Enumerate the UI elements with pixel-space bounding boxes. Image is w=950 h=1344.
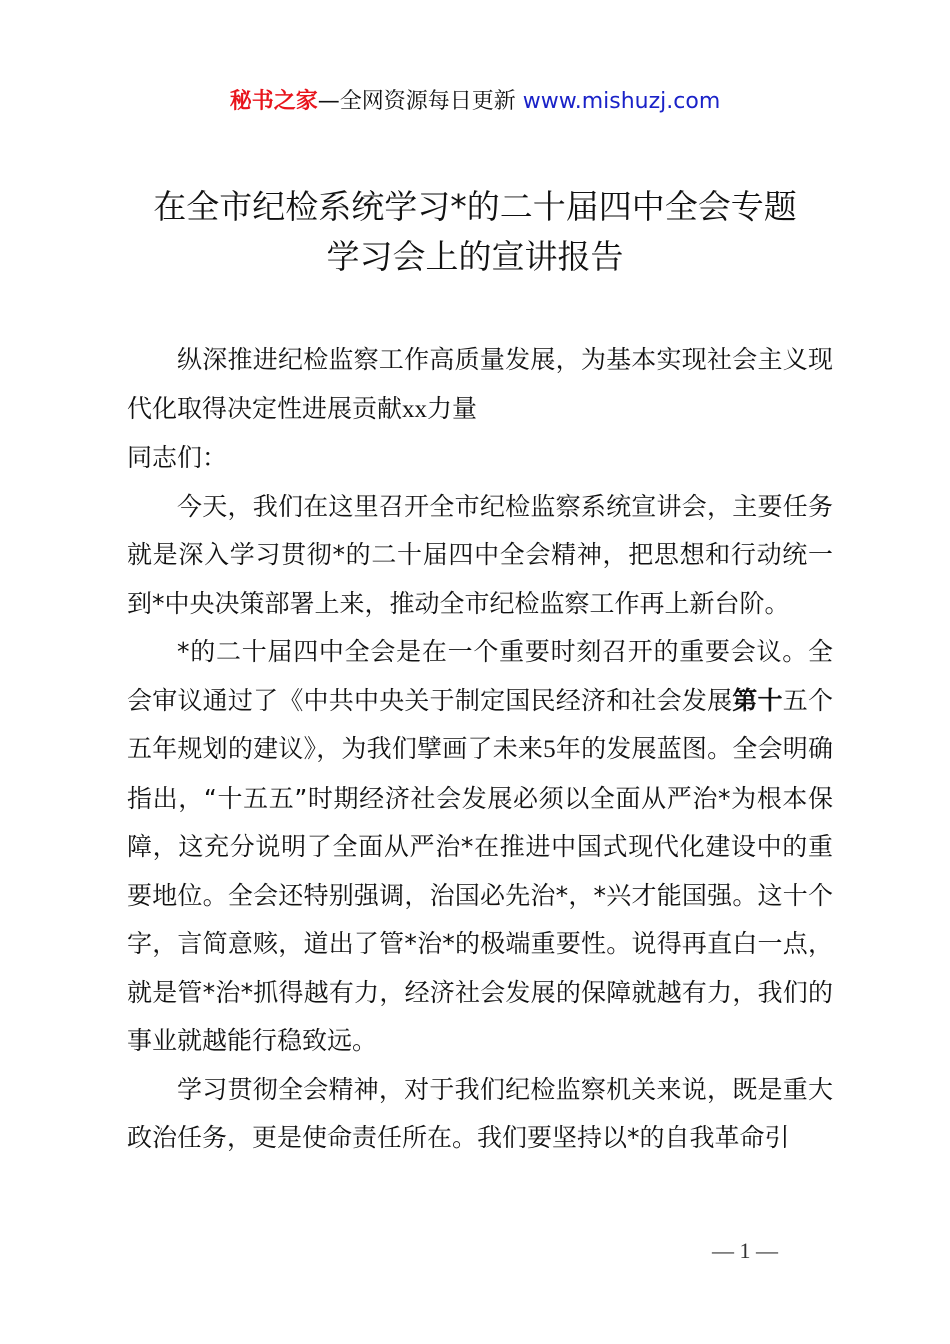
subtitle-xx: xx (402, 395, 428, 423)
paragraph-2-number: 5 (543, 736, 556, 763)
site-url-link[interactable]: www.mishuzj.com (522, 89, 721, 114)
document-title (60, 182, 890, 282)
paragraph-2-part-c: 年的发展蓝图。全会明确指出，“十五五”时期经济社会发展必须以全面从严治*为根本保障，这充分说明了全面从严治*在推进中国式现代化建设中的重要地位。全会还特别强调，治国必先治*，*兴才能国强。这十个字，言简意赅，道出了管*治*的极端重要性。说得再直白一点，就是管*治*抓得越有力，经济社会发展的保障就越有力，我们的事业就越能行稳致远。 (127, 734, 833, 1055)
subtitle-part-2: 力量 (427, 393, 478, 423)
paragraph-2 (127, 628, 833, 1066)
paragraph-2-part-a: *的二十届四中全会是在一个重要时刻召开的重要会议。全会审议通过了《中共中央关于制定国民经济和社会发展 (127, 637, 833, 715)
header-tagline: —全网资源每日更新 (317, 89, 523, 114)
paragraph-1: 今天，我们在这里召开全市纪检监察系统宣讲会，主要任务就是深入学习贯彻*的二十届四中全会精神，把思想和行动统一到*中央决策部署上来，推动全市纪检监察工作再上新台阶。 (127, 491, 833, 618)
salutation: 同志们： (127, 443, 228, 472)
subtitle-paragraph (127, 336, 833, 434)
paragraph-2-bold: 第十 (732, 685, 783, 715)
paragraph-2-part-b: 五个五年规划的建议》，为我们擘画了未来 (127, 685, 833, 763)
document-body (127, 336, 833, 1163)
brand-name: 秘书之家 (229, 89, 318, 114)
page-number: — 1 — (712, 1238, 778, 1263)
title-line-1: 在全市纪检系统学习*的二十届四中全会专题 (153, 187, 797, 226)
paragraph-3: 学习贯彻全会精神，对于我们纪检监察机关来说，既是重大政治任务，更是使命责任所在。我们要坚持以*的自我革命引 (127, 1074, 833, 1152)
site-header (0, 86, 950, 118)
subtitle-part-1: 纵深推进纪检监察工作高质量发展，为基本实现社会主义现代化取得决定性进展贡献 (127, 345, 833, 423)
title-line-2: 学习会上的宣讲报告 (326, 237, 624, 276)
